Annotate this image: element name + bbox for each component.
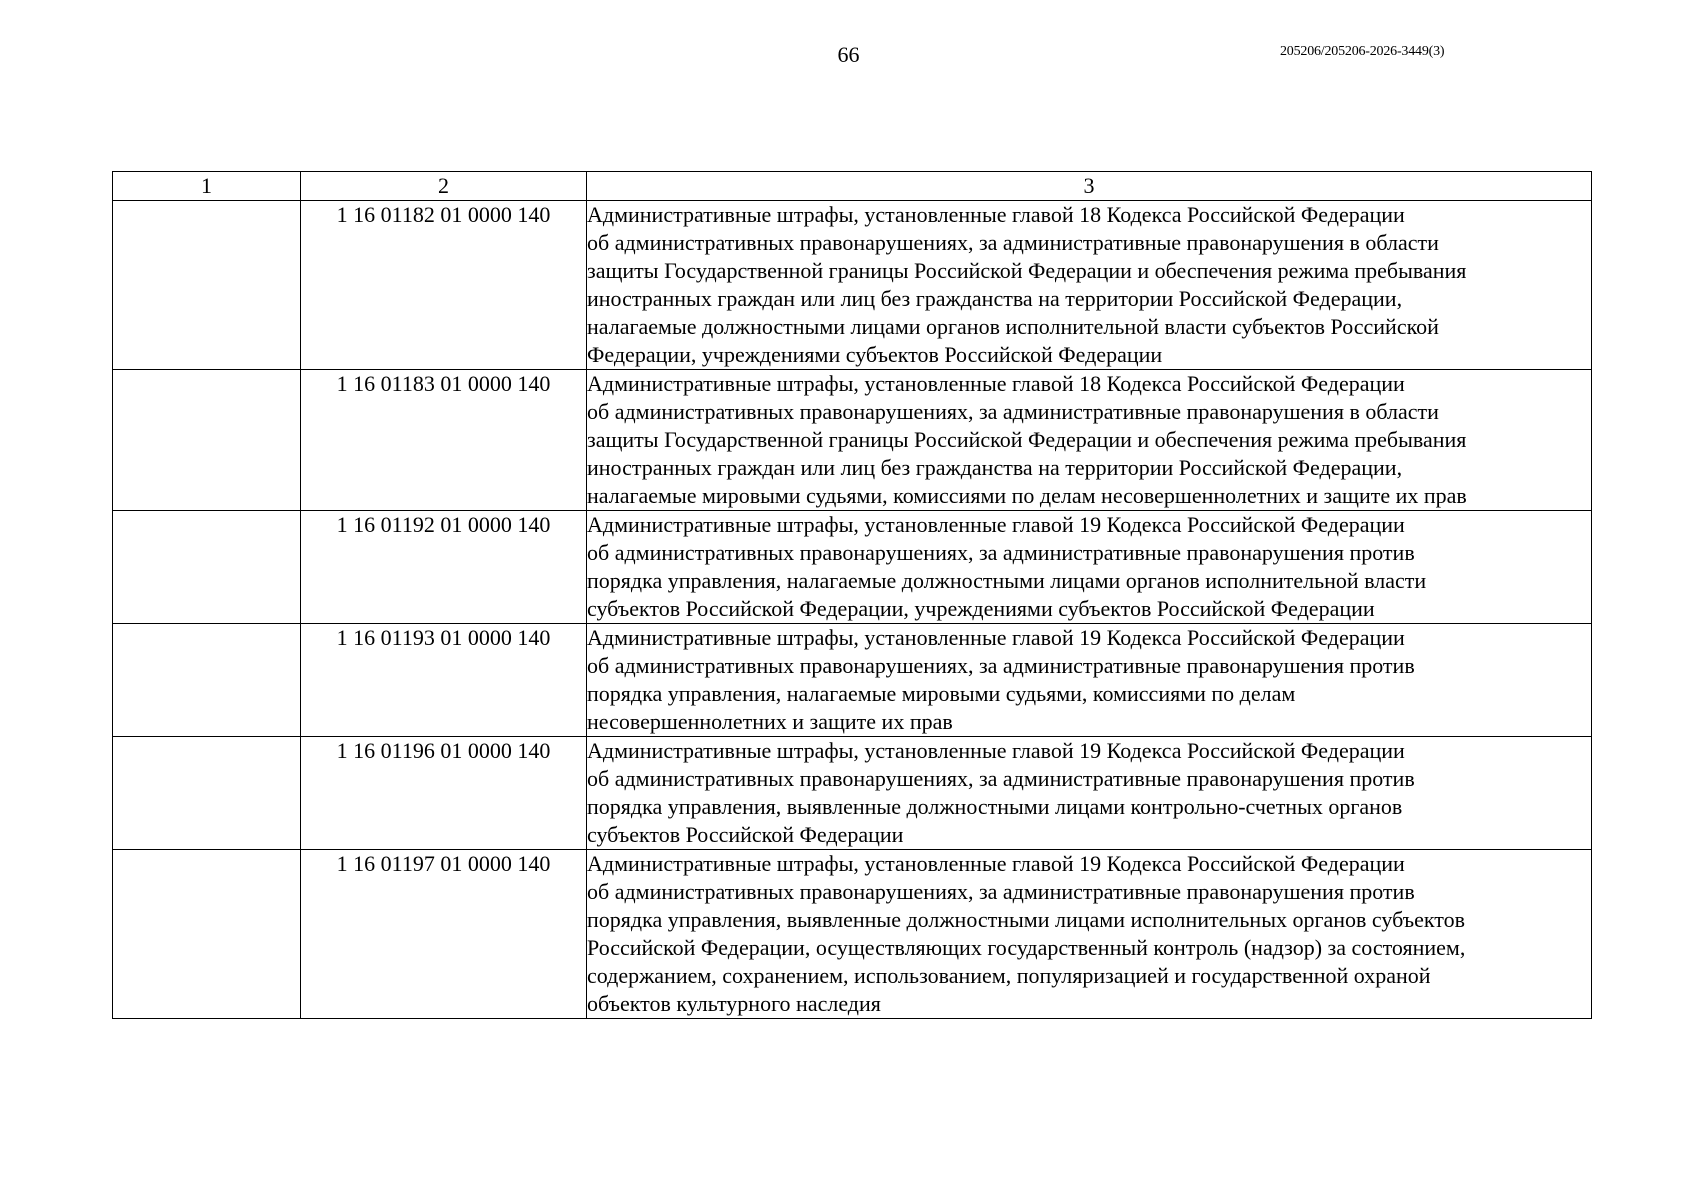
document-code: 205206/205206-2026-3449(3) (1280, 44, 1445, 59)
row-col1-cell (113, 370, 301, 511)
table-row (113, 370, 1592, 511)
table-row (113, 201, 1592, 370)
column-header-1: 1 (113, 172, 301, 201)
table-body (113, 201, 1592, 1019)
code-cell: 1 16 01193 01 0000 140 (301, 624, 587, 737)
code-cell: 1 16 01196 01 0000 140 (301, 737, 587, 850)
column-header-2: 2 (301, 172, 587, 201)
description-text: Административные штрафы, установленные главой 19 Кодекса Российской Федерации об административных правонарушениях, за административные правонарушения против порядка управления, налагаемые мировыми судьями, комиссиями по делам несовершеннолетних и защите их прав (587, 625, 1415, 734)
description-cell (587, 201, 1592, 370)
code-cell: 1 16 01183 01 0000 140 (301, 370, 587, 511)
row-col1-cell (113, 737, 301, 850)
row-col1-cell (113, 201, 301, 370)
table-row (113, 737, 1592, 850)
description-cell (587, 624, 1592, 737)
description-cell (587, 511, 1592, 624)
description-cell (587, 737, 1592, 850)
description-text: Административные штрафы, установленные главой 18 Кодекса Российской Федерации об административных правонарушениях, за административные правонарушения в области защиты Государственной границы Российской Федерации и обеспечения режима пребывания иностранных граждан или лиц без гражданства на территории Российской Федерации, налагаемые должностными лицами органов исполнительной власти субъектов Российской Федерации, учреждениями субъектов Российской Федерации (587, 202, 1467, 367)
header-row (113, 172, 1592, 201)
table-header (113, 172, 1592, 201)
table-row (113, 624, 1592, 737)
page-number: 66 (837, 42, 860, 67)
code-cell: 1 16 01182 01 0000 140 (301, 201, 587, 370)
column-header-3: 3 (587, 172, 1592, 201)
code-cell: 1 16 01192 01 0000 140 (301, 511, 587, 624)
code-cell: 1 16 01197 01 0000 140 (301, 850, 587, 1019)
row-col1-cell (113, 511, 301, 624)
budget-classification-table (112, 171, 1592, 1019)
description-text: Административные штрафы, установленные главой 18 Кодекса Российской Федерации об административных правонарушениях, за административные правонарушения в области защиты Государственной границы Российской Федерации и обеспечения режима пребывания иностранных граждан или лиц без гражданства на территории Российской Федерации, налагаемые мировыми судьями, комиссиями по делам несовершеннолетних и защите их прав (587, 371, 1467, 508)
row-col1-cell (113, 850, 301, 1019)
table-row (113, 850, 1592, 1019)
description-cell (587, 850, 1592, 1019)
description-text: Административные штрафы, установленные главой 19 Кодекса Российской Федерации об административных правонарушениях, за административные правонарушения против порядка управления, выявленные должностными лицами контрольно-счетных органов субъектов Российской Федерации (587, 738, 1415, 847)
description-cell (587, 370, 1592, 511)
description-text: Административные штрафы, установленные главой 19 Кодекса Российской Федерации об административных правонарушениях, за административные правонарушения против порядка управления, выявленные должностными лицами исполнительных органов субъектов Российской Федерации, осуществляющих государственный контроль (надзор) за состоянием, содержанием, сохранением, использованием, популяризацией и государственной охраной объектов культурного наследия (587, 851, 1466, 1016)
row-col1-cell (113, 624, 301, 737)
table-row (113, 511, 1592, 624)
description-text: Административные штрафы, установленные главой 19 Кодекса Российской Федерации об административных правонарушениях, за административные правонарушения против порядка управления, налагаемые должностными лицами органов исполнительной власти субъектов Российской Федерации, учреждениями субъектов Российской Федерации (587, 512, 1427, 621)
